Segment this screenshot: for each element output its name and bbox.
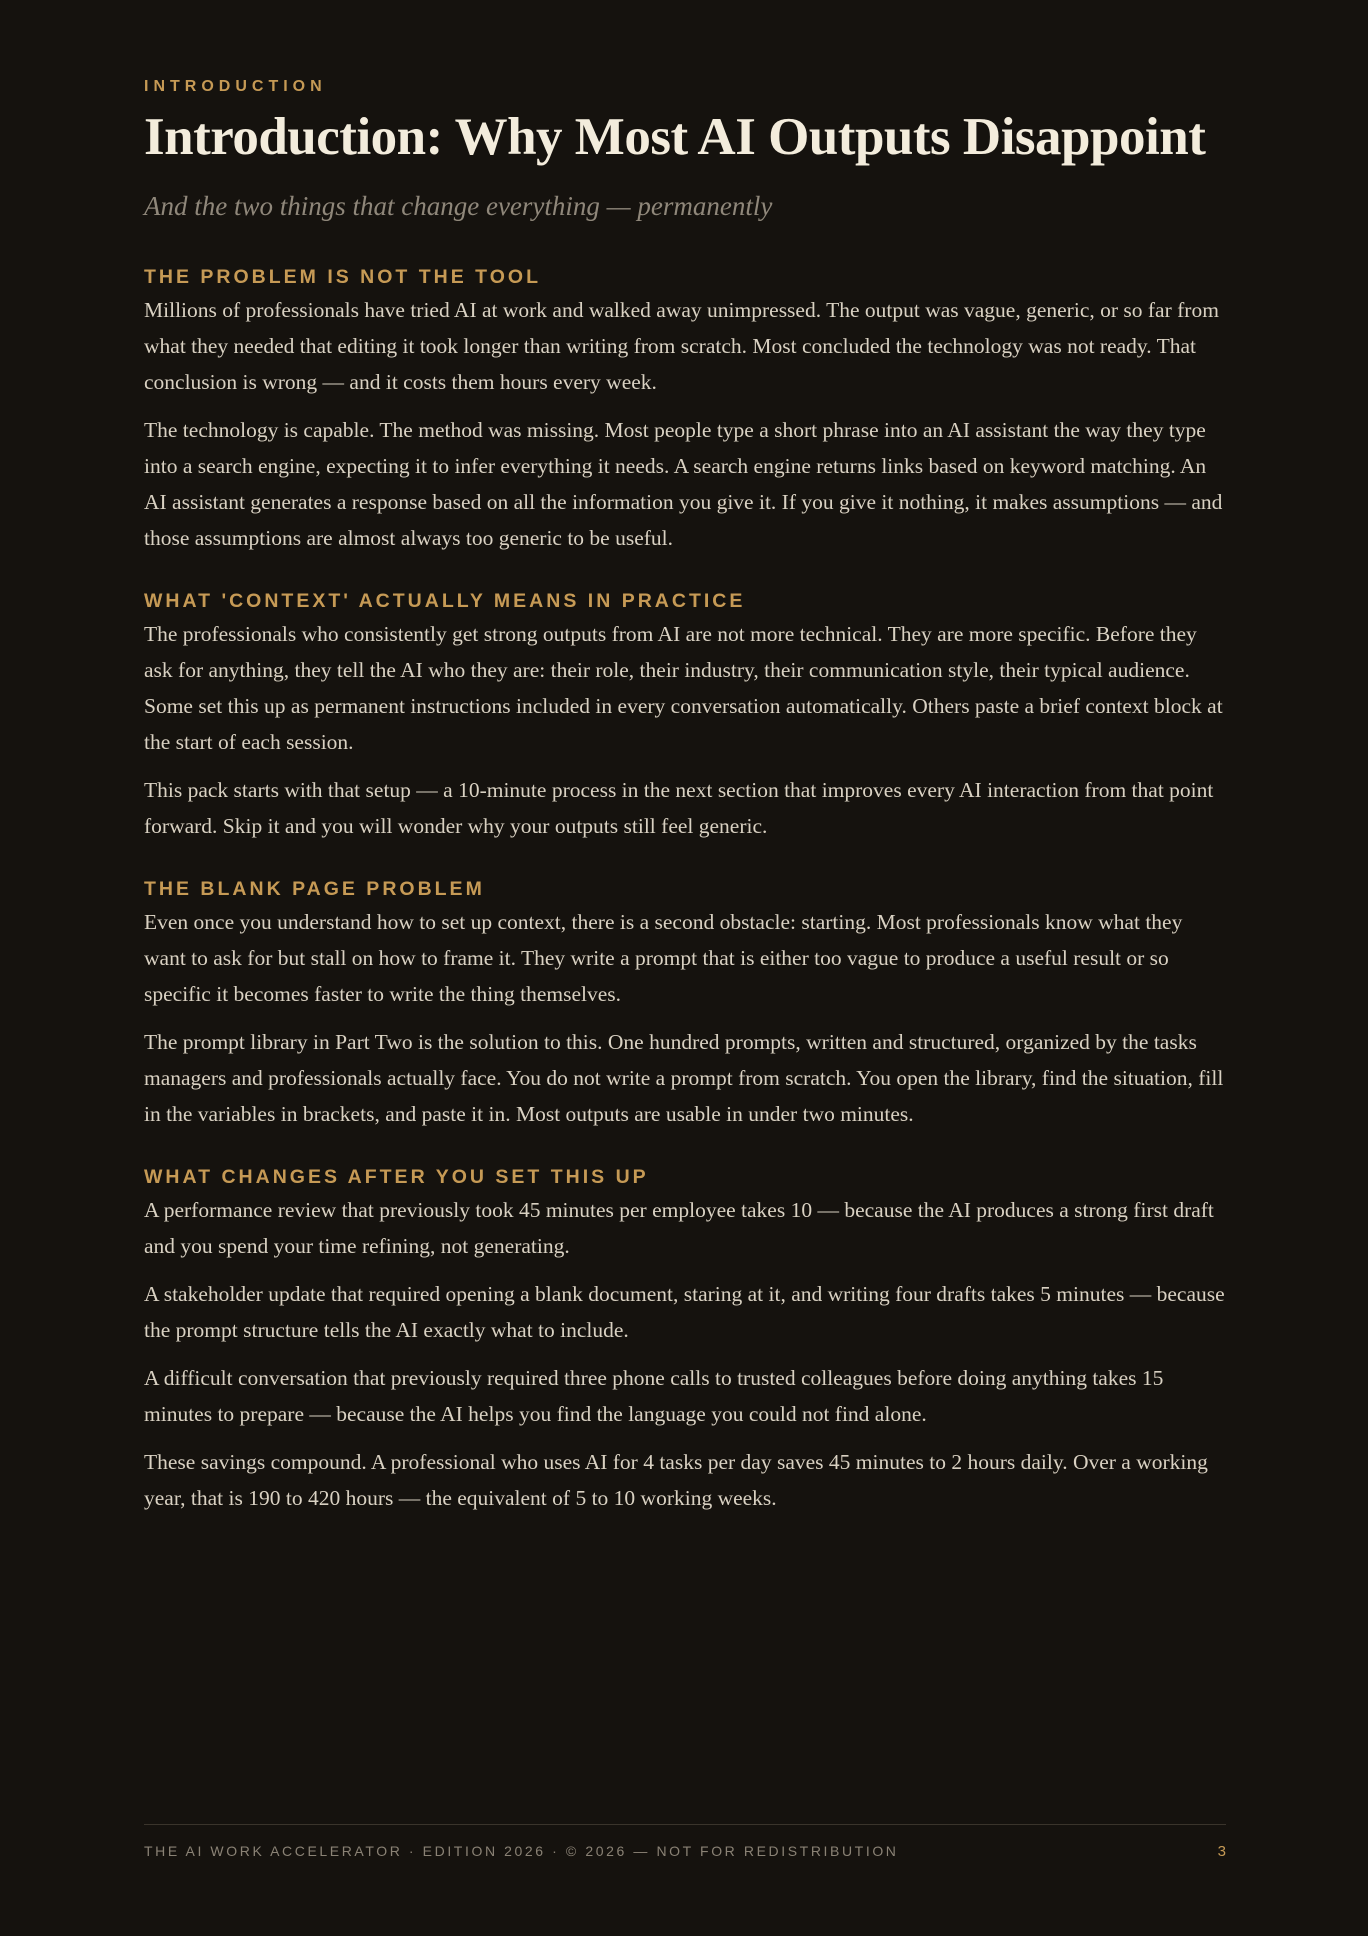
paragraph: A stakeholder update that required opening a blank document, staring at it, and writing four drafts takes 5 minutes — because the prompt structure tells the AI exactly what to include. bbox=[144, 1282, 1225, 1342]
page-subtitle: And the two things that change everything — permanently bbox=[144, 191, 773, 221]
article-body bbox=[144, 262, 1226, 1516]
paragraph: Millions of professionals have tried AI at work and walked away unimpressed. The output was vague, generic, or so far from what they needed that editing it took longer than writing from scratch. Most concluded the technology was not ready. That conclusion is wrong — and it costs them hours every week. bbox=[144, 298, 1219, 394]
page-number: 3 bbox=[1217, 1843, 1226, 1860]
paragraph: This pack starts with that setup — a 10-minute process in the next section that improves every AI interaction from that point forward. Skip it and you will wonder why your outputs still feel generic. bbox=[144, 778, 1214, 838]
section-heading: THE PROBLEM IS NOT THE TOOL bbox=[144, 266, 541, 288]
section-blank-page bbox=[144, 874, 1226, 1132]
section-problem-not-tool bbox=[144, 262, 1226, 556]
section-heading: WHAT 'CONTEXT' ACTUALLY MEANS IN PRACTICE bbox=[144, 590, 746, 612]
paragraph: Even once you understand how to set up context, there is a second obstacle: starting. Most professionals know what they want to ask for but stall on how to frame it. They write a prompt that is either too vague to produce a useful result or so specific it becomes faster to write the thing themselves. bbox=[144, 910, 1183, 1006]
section-heading: THE BLANK PAGE PROBLEM bbox=[144, 878, 485, 900]
paragraph: The professionals who consistently get strong outputs from AI are not more technical. They are more specific. Before they ask for anything, they tell the AI who they are: their role, their industry, their communication style, their typical audience. Some set this up as permanent instructions included in every conversation automatically. Others paste a brief context block at the start of each session. bbox=[144, 622, 1223, 754]
section-context-meaning bbox=[144, 586, 1226, 844]
paragraph: A performance review that previously took 45 minutes per employee takes 10 — because the AI produces a strong first draft and you spend your time refining, not generating. bbox=[144, 1198, 1214, 1258]
section-heading: WHAT CHANGES AFTER YOU SET THIS UP bbox=[144, 1166, 649, 1188]
footer-divider bbox=[144, 1824, 1226, 1825]
page-title: Introduction: Why Most AI Outputs Disappoint bbox=[144, 108, 1206, 166]
paragraph: The prompt library in Part Two is the solution to this. One hundred prompts, written and structured, organized by the tasks managers and professionals actually face. You do not write a prompt from scratch. You open the library, find the situation, fill in the variables in brackets, and paste it in. Most outputs are usable in under two minutes. bbox=[144, 1030, 1224, 1126]
chapter-eyebrow: INTRODUCTION bbox=[144, 78, 327, 95]
paragraph: A difficult conversation that previously required three phone calls to trusted colleagues before doing anything takes 15 minutes to prepare — because the AI helps you find the language you could not find alone. bbox=[144, 1366, 1164, 1426]
paragraph: The technology is capable. The method was missing. Most people type a short phrase into an AI assistant the way they type into a search engine, expecting it to infer everything it needs. A search engine returns links based on keyword matching. An AI assistant generates a response based on all the information you give it. If you give it nothing, it makes assumptions — and those assumptions are almost always too generic to be useful. bbox=[144, 418, 1223, 550]
section-what-changes bbox=[144, 1162, 1226, 1516]
footer-text: THE AI WORK ACCELERATOR · EDITION 2026 · © 2026 — NOT FOR REDISTRIBUTION bbox=[144, 1843, 899, 1859]
paragraph: These savings compound. A professional who uses AI for 4 tasks per day saves 45 minutes to 2 hours daily. Over a working year, that is 190 to 420 hours — the equivalent of 5 to 10 working weeks. bbox=[144, 1450, 1208, 1510]
